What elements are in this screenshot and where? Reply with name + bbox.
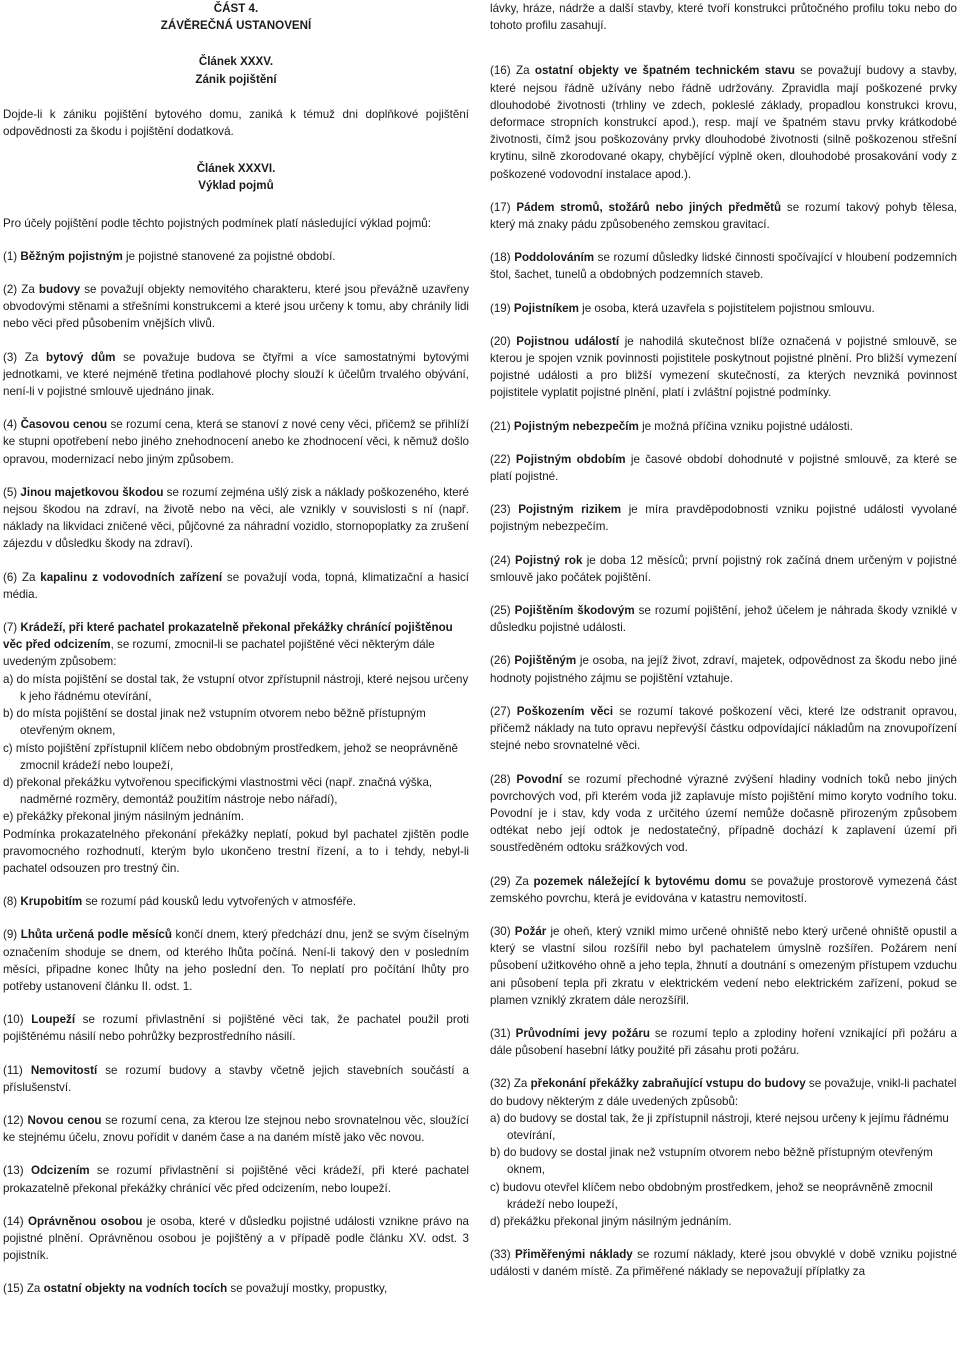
part-number: ČÁST 4. [213,2,259,15]
article-36-number: Článek XXXVI. [196,162,276,176]
definition-18: (18) Poddolováním se rozumí důsledky lidské činnosti spočívající v hloubení podzemních štol, šachet, tunelů a obdobných podzemních staveb. [490,251,957,282]
article-36-title: Výklad pojmů [198,179,274,193]
definition-6: (6) Za kapalinu z vodovodních zařízení se považují voda, topná, klimatizační a hasicí média. [3,570,469,601]
definitions-intro: Pro účely pojištění podle těchto pojistných podmínek platí následující výklad pojmů: [3,216,431,230]
definition-24: (24) Pojistný rok je doba 12 měsíců; první pojistný rok začíná dnem určeným v pojistné smlouvě jako počátek pojištění. [490,553,957,584]
definition-19: (19) Pojistníkem je osoba, která uzavřela s pojistitelem pojistnou smlouvu. [490,301,875,315]
definition-7-note: Podmínka prokazatelného překonání překážky neplatí, pokud byl pachatel zjištěn podle pravomocného rozhodnutí, kterým bylo ukončeno trestní řízení, a to i tehdy, nebyl-li pachatel odsouzen pro trestný čin. [3,827,469,875]
term: Pojistným nebezpečím [513,419,639,433]
definition-28: (28) Povodní se rozumí přechodné výrazné zvýšení hladiny vodních toků nebo jiných povrchových vod, při kterém voda již zaplavuje místo pojištění mimo koryto vodního toku. Povodní je i stav, kdy voda z určitého území nemůže dočasně přirozeným způsobem odtékat nebo její odtok je nedostatečný, případně dochází k zaplavení území při soustředěném odtoku srážkových vod. [490,772,957,855]
definition-13: (13) Odcizením se rozumí přivlastnění si pojištěné věci krádeží, při které pachatel prokazatelně překonal překážky chránící věc před odcizením, nebo loupeží. [3,1164,469,1195]
definition-3: (3) Za bytový dům se považuje budova se čtyřmi a více samostatnými bytovými jednotkami, ve které nejméně třetina podlahové plochy slouží k účelům trvalého obývání, není-li v pojistné smlouvě ujednáno jinak. [3,350,469,399]
definition-25: (25) Pojištěním škodovým se rozumí pojištění, jehož účelem je náhrada škody vzniklé v důsledku pojistné události. [490,604,957,635]
term: bytový dům [45,350,116,364]
term: Pojistným rizikem [518,503,622,517]
article-35-title: Zánik pojištění [195,72,277,86]
definition-33: (33) Přiměřenými náklady se rozumí náklady, které jsou obvyklé v době vzniku pojistné události v daném místě. Za přiměřené náklady se nepovažují příplatky za [490,1248,958,1279]
term: Povodní [516,772,563,786]
term: pozemek náležející k bytovému domu [533,874,747,888]
definition-22: (22) Pojistným obdobím je časové období dohodnuté v pojistné smlouvě, za které se platí pojistné. [490,452,957,484]
definition-12: (12) Novou cenou se rozumí cena, za kterou lze stejnou nebo srovnatelnou věc, sloužící ke stejnému účelu, znovu pořídit v daném čase a na daném místě jako věc novou. [3,1113,469,1145]
term: Loupeží [31,1013,76,1027]
term: Běžným pojistným [20,249,123,263]
term: Novou cenou [27,1113,102,1127]
term: budovy [38,283,81,297]
term: Nemovitostí [30,1063,98,1077]
article-35-number: Článek XXXV. [198,55,274,69]
article-35-text: Dojde-li k zániku pojištění bytového domu, zaniká k témuž dni doplňkové pojištění odpovědnosti za škodu i pojištění dodatková. [3,107,469,139]
term: Pojistný rok [514,553,583,567]
definition-15-continued: lávky, hráze, nádrže a další stavby, které tvoří konstrukci průtočného profilu toku nebo do tohoto profilu zasahují. [490,2,957,33]
term: Pojištěním škodovým [514,604,635,618]
list-item: e) překážky překonal jiným násilným jednáním. [3,810,244,824]
right-column [490,0,957,1281]
definition-21: (21) Pojistným nebezpečím je možná příčina vzniku pojistné události. [490,419,853,433]
left-column [3,0,469,1298]
term: Poškozením věci [516,704,614,718]
definition-7: (7) Krádeží, při které pachatel prokazatelně překonal překážky chránící pojištěnou věc před odcizením, se rozumí, zmocnil-li se pachatel pojištěné věci některým dále uvedeným způsobem: [3,621,453,669]
definition-23: (23) Pojistným rizikem je míra pravděpodobnosti vzniku pojistné události vyvolané pojistným nebezpečím. [490,503,957,534]
definition-15: (15) Za ostatní objekty na vodních tocích se považují mostky, propustky, [3,1282,388,1296]
list-item: c) budovu otevřel klíčem nebo obdobným prostředkem, jehož se neoprávněně zmocnil krádeží nebo loupeží, [490,1180,933,1211]
definition-11: (11) Nemovitostí se rozumí budovy a stavby včetně jejich stavebních součástí a příslušenství. [3,1063,469,1094]
term: ostatní objekty ve špatném technickém stavu [534,64,796,78]
term: Krupobitím [20,895,83,909]
definition-30: (30) Požár je oheň, který vznikl mimo určené ohniště nebo který určené ohniště opustil a který se vlastní silou rozšířil nebo byl pachatelem úmyslně rozšířen. Požárem není působení užitkového ohně a jeho tepla, žhnutí a doutnání s omezeným přístupem vzduchu ani působení tepla při zkratu v elektrickém vedení nebo elektrickém zařízení, pokud se plamen vzniklý zkratem dále nerozšířil. [490,924,957,1007]
definition-8: (8) Krupobitím se rozumí pád kousků ledu vytvořených v atmosféře. [3,895,357,909]
definition-27: (27) Poškozením věci se rozumí takové poškození věci, které lze odstranit opravou, přičemž náklady na tuto opravu nepřevýší částku odpovídající nákladům na znovupořízení stejné nebo srovnatelné věci. [490,704,957,753]
definition-14: (14) Oprávněnou osobou je osoba, které v důsledku pojistné události vznikne právo na pojistné plnění. Oprávněnou osobou je pojištěný a v případě podle článku XV. odst. 3 pojistník. [3,1214,469,1263]
term: Jinou majetkovou škodou [20,485,164,499]
definition-9: (9) Lhůta určená podle měsíců končí dnem, který předchází dnu, jenž se svým číselným označením shoduje se dnem, od kterého lhůta počíná. Není-li takový den v posledním měsíci, připadne konec lhůty na jeho poslední den. To neplatí pro počítání lhůty pro potřeby ustanovení článku II. odst. 1. [3,928,469,993]
list-item: d) překážku překonal jiným násilným jednáním. [490,1214,732,1228]
definition-32: (32) Za překonání překážky zabraňující vstupu do budovy se považuje, vnikl-li pachatel do budovy některým z dále uvedených způsobů: [490,1077,957,1108]
term: překonání překážky zabraňující vstupu do budovy [530,1077,806,1091]
definition-31: (31) Průvodními jevy požáru se rozumí teplo a zplodiny hoření vznikající při požáru a dále působení hasební látky použité při zásahu proti požáru. [490,1026,957,1058]
definition-29: (29) Za pozemek náležející k bytovému domu se považuje prostorově vymezená část zemského povrchu, která je evidována v katastru nemovitostí. [490,874,957,905]
term: Pádem stromů, stožárů nebo jiných předmětů [516,200,782,214]
list-item: a) do budovy se dostal tak, že ji zpřístupnil nástroji, které nejsou určeny k jejímu řádnému otevírání, [490,1111,949,1142]
term: kapalinu z vodovodních zařízení [40,570,223,584]
list-item: b) do budovy se dostal jinak než vstupním otvorem nebo běžně přístupným otevřeným oknem, [490,1146,933,1177]
definition-10: (10) Loupeží se rozumí přivlastnění si pojištěné věci tak, že pachatel použil proti pojištěnému násilí nebo pohrůžky bezprostředního násilí. [3,1013,469,1044]
definition-2: (2) Za budovy se považují objekty nemovitého charakteru, které jsou převážně uzavřeny obvodovými stěnami a střešními konstrukcemi a které jsou určeny k tomu, aby chránily lidi nebo věci před působením vnějších vlivů. [3,283,469,331]
term: ostatní objekty na vodních tocích [43,1282,228,1296]
definition-4: (4) Časovou cenou se rozumí cena, která se stanoví z nové ceny věci, přičemž se přihlíží ke stupni opotřebení nebo jiného znehodnocení anebo ke zhodnocení věci, k němuž došlo opravou, modernizací nebo jiným způsobem. [3,418,470,466]
definition-1: (1) Běžným pojistným je pojistné stanovené za pojistné období. [3,249,336,263]
part-title: ZÁVĚREČNÁ USTANOVENÍ [160,19,312,33]
term: Lhůta určená podle měsíců [20,928,172,942]
term: Pojištěným [514,654,577,668]
term: Přiměřenými náklady [514,1248,633,1262]
definition-16: (16) Za ostatní objekty ve špatném technickém stavu se považují budovy a stavby, které nejsou řádně užívány nebo řádně udržovány. Zpravidla mají poškozené prvky dlouhodobé životnosti (trhliny ve zdech, pokleslé základy, propadlou konstrukci krovu, deformace stropních konstrukcí apod.), resp. mají ve špatném stavu prvky krátkodobé životnosti, čímž jsou poškozovány prvky dlouhodobé životnosti (silně poškozenou střešní krytinu, silně zkorodované okapy, chybějící výplně oken, dlouhodobé prosakování vody z poškozené vodovodní instalace apod.). [490,64,958,181]
list-item: d) překonal překážku vytvořenou specifickými vlastnostmi věci (např. značná výška, nadměrné rozměry, demontáž použitím nástroje nebo nářadí), [3,775,433,807]
term: Krádeží, při které pachatel prokazatelně překonal překážky chránící pojištěnou věc před odcizením [3,621,453,652]
term: Časovou cenou [20,418,108,432]
definition-26: (26) Pojištěným je osoba, na jejíž život, zdraví, majetek, odpovědnost za škodu nebo jiné hodnoty pojistného zájmu se pojištění vztahuje. [490,654,958,685]
term: Pojistníkem [513,301,579,315]
list-item: c) místo pojištění zpřístupnil klíčem nebo obdobným prostředkem, jehož se neoprávněně zmocnil krádeží nebo loupeží, [3,741,458,772]
term: Oprávněnou osobou [27,1214,143,1228]
term: Pojistným obdobím [515,452,626,466]
term: Poddolováním [514,251,595,265]
definition-20: (20) Pojistnou událostí je nahodilá skutečnost blíže označená v pojistné smlouvě, se kterou je spojen vznik povinnosti pojistitele poskytnout pojistné plnění. Pro bližší vymezení pojistné události a pro bližší vymezení skutečností, za kterých nevzniká povinnost pojistitele vyplatit pojistné plnění, platí i zvláštní pojistné podmínky. [490,334,958,400]
definition-17: (17) Pádem stromů, stožárů nebo jiných předmětů se rozumí takový pohyb tělesa, který má znaky pádu způsobeného zemskou gravitací. [490,200,957,232]
term: Pojistnou událostí [516,334,620,348]
term: Odcizením [30,1164,90,1178]
definition-5: (5) Jinou majetkovou škodou se rozumí zejména ušlý zisk a náklady poškozeného, které nejsou škodou na zdraví, na životě nebo na věci, ale vznikly v souvislosti s ní (např. náklady na likvidaci zničené věci, půjčovné za náhradní vozidlo, stornopoplatky za zrušení zájezdu v důsledku škody na zdraví). [3,485,470,551]
list-item: b) do místa pojištění se dostal jinak než vstupním otvorem nebo běžně přístupným otevřeným oknem, [3,707,426,738]
list-item: a) do místa pojištění se dostal tak, že vstupní otvor zpřístupnil nástroji, které nejsou určeny k jeho řádnému otevírání, [3,672,469,703]
term: Požár [514,924,547,938]
term: Průvodními jevy požáru [515,1026,650,1040]
